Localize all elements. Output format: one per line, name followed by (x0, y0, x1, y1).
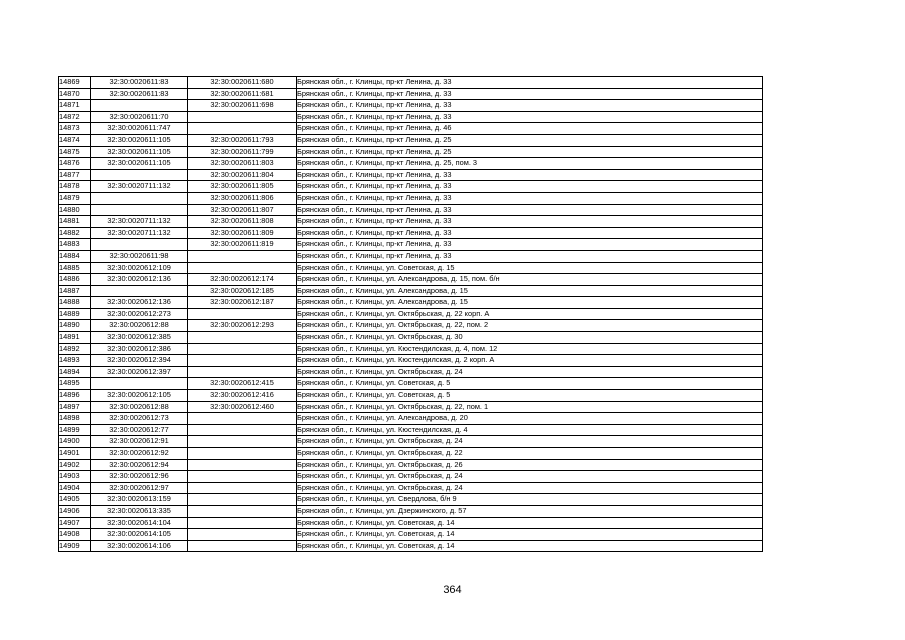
table-row (59, 308, 763, 320)
cadastral-number-cell: 32:30:0020612:136 (91, 297, 188, 309)
table-row (59, 343, 763, 355)
row-number-cell: 14875 (59, 146, 91, 158)
table-row (59, 146, 763, 158)
cadastral-number-cell: 32:30:0020611:70 (91, 111, 188, 123)
row-number-cell: 14871 (59, 100, 91, 112)
row-number-cell: 14869 (59, 77, 91, 89)
cadastral-number-cell: 32:30:0020611:105 (91, 158, 188, 170)
linked-cadastral-number-cell: 32:30:0020611:680 (188, 77, 297, 89)
table-row (59, 158, 763, 170)
linked-cadastral-number-cell: 32:30:0020612:416 (188, 390, 297, 402)
linked-cadastral-number-cell: 32:30:0020612:460 (188, 401, 297, 413)
row-number-cell: 14891 (59, 332, 91, 344)
cadastral-number-cell: 32:30:0020612:397 (91, 366, 188, 378)
address-cell: Брянская обл., г. Клинцы, пр-кт Ленина, д. 25 (297, 134, 763, 146)
cadastral-number-cell: 32:30:0020612:109 (91, 262, 188, 274)
cadastral-number-cell: 32:30:0020612:385 (91, 332, 188, 344)
linked-cadastral-number-cell (188, 332, 297, 344)
table-row (59, 192, 763, 204)
linked-cadastral-number-cell (188, 517, 297, 529)
row-number-cell: 14887 (59, 285, 91, 297)
property-registry-table (58, 76, 763, 552)
address-cell: Брянская обл., г. Клинцы, ул. Дзержинского, д. 57 (297, 505, 763, 517)
address-cell: Брянская обл., г. Клинцы, ул. Александрова, д. 15, пом. б/н (297, 274, 763, 286)
linked-cadastral-number-cell: 32:30:0020611:799 (188, 146, 297, 158)
linked-cadastral-number-cell: 32:30:0020611:698 (188, 100, 297, 112)
address-cell: Брянская обл., г. Клинцы, пр-кт Ленина, д. 33 (297, 227, 763, 239)
address-cell: Брянская обл., г. Клинцы, ул. Советская, д. 14 (297, 529, 763, 541)
table-row (59, 459, 763, 471)
address-cell: Брянская обл., г. Клинцы, пр-кт Ленина, д. 33 (297, 181, 763, 193)
table-row (59, 471, 763, 483)
cadastral-number-cell: 32:30:0020614:105 (91, 529, 188, 541)
row-number-cell: 14877 (59, 169, 91, 181)
cadastral-number-cell: 32:30:0020612:105 (91, 390, 188, 402)
address-cell: Брянская обл., г. Клинцы, ул. Кюстендилская, д. 4 (297, 424, 763, 436)
row-number-cell: 14872 (59, 111, 91, 123)
row-number-cell: 14884 (59, 250, 91, 262)
table-row (59, 216, 763, 228)
address-cell: Брянская обл., г. Клинцы, пр-кт Ленина, д. 33 (297, 204, 763, 216)
linked-cadastral-number-cell: 32:30:0020611:804 (188, 169, 297, 181)
table-row (59, 494, 763, 506)
address-cell: Брянская обл., г. Клинцы, ул. Октябрьская, д. 26 (297, 459, 763, 471)
linked-cadastral-number-cell: 32:30:0020611:808 (188, 216, 297, 228)
linked-cadastral-number-cell (188, 424, 297, 436)
row-number-cell: 14890 (59, 320, 91, 332)
linked-cadastral-number-cell (188, 436, 297, 448)
address-cell: Брянская обл., г. Клинцы, ул. Октябрьская, д. 22, пом. 2 (297, 320, 763, 332)
cadastral-number-cell: 32:30:0020612:136 (91, 274, 188, 286)
row-number-cell: 14870 (59, 88, 91, 100)
linked-cadastral-number-cell: 32:30:0020611:805 (188, 181, 297, 193)
cadastral-number-cell: 32:30:0020612:96 (91, 471, 188, 483)
linked-cadastral-number-cell: 32:30:0020611:807 (188, 204, 297, 216)
linked-cadastral-number-cell (188, 505, 297, 517)
address-cell: Брянская обл., г. Клинцы, ул. Октябрьская, д. 24 (297, 471, 763, 483)
address-cell: Брянская обл., г. Клинцы, пр-кт Ленина, д. 33 (297, 77, 763, 89)
table-row (59, 482, 763, 494)
linked-cadastral-number-cell (188, 262, 297, 274)
cadastral-number-cell (91, 378, 188, 390)
linked-cadastral-number-cell (188, 459, 297, 471)
table-row (59, 100, 763, 112)
linked-cadastral-number-cell: 32:30:0020612:415 (188, 378, 297, 390)
cadastral-number-cell (91, 100, 188, 112)
row-number-cell: 14900 (59, 436, 91, 448)
cadastral-number-cell: 32:30:0020612:92 (91, 448, 188, 460)
table-row (59, 332, 763, 344)
table-row (59, 262, 763, 274)
cadastral-number-cell: 32:30:0020611:105 (91, 134, 188, 146)
table-row (59, 250, 763, 262)
linked-cadastral-number-cell (188, 471, 297, 483)
linked-cadastral-number-cell: 32:30:0020612:185 (188, 285, 297, 297)
linked-cadastral-number-cell: 32:30:0020612:293 (188, 320, 297, 332)
table-row (59, 366, 763, 378)
address-cell: Брянская обл., г. Клинцы, ул. Октябрьская, д. 22 (297, 448, 763, 460)
address-cell: Брянская обл., г. Клинцы, ул. Кюстендилская, д. 2 корп. А (297, 355, 763, 367)
cadastral-number-cell: 32:30:0020711:132 (91, 216, 188, 228)
cadastral-number-cell: 32:30:0020612:91 (91, 436, 188, 448)
row-number-cell: 14889 (59, 308, 91, 320)
linked-cadastral-number-cell: 32:30:0020611:681 (188, 88, 297, 100)
cadastral-number-cell: 32:30:0020612:394 (91, 355, 188, 367)
row-number-cell: 14885 (59, 262, 91, 274)
linked-cadastral-number-cell (188, 448, 297, 460)
linked-cadastral-number-cell: 32:30:0020612:174 (188, 274, 297, 286)
address-cell: Брянская обл., г. Клинцы, ул. Октябрьская, д. 24 (297, 436, 763, 448)
linked-cadastral-number-cell (188, 343, 297, 355)
row-number-cell: 14905 (59, 494, 91, 506)
cadastral-number-cell: 32:30:0020611:747 (91, 123, 188, 135)
cadastral-number-cell: 32:30:0020612:386 (91, 343, 188, 355)
page-number: 364 (443, 584, 462, 596)
address-cell: Брянская обл., г. Клинцы, ул. Советская, д. 14 (297, 517, 763, 529)
address-cell: Брянская обл., г. Клинцы, пр-кт Ленина, д. 33 (297, 250, 763, 262)
table-row (59, 413, 763, 425)
table-row (59, 274, 763, 286)
linked-cadastral-number-cell (188, 494, 297, 506)
row-number-cell: 14896 (59, 390, 91, 402)
row-number-cell: 14902 (59, 459, 91, 471)
table-row (59, 88, 763, 100)
address-cell: Брянская обл., г. Клинцы, ул. Советская, д. 5 (297, 390, 763, 402)
linked-cadastral-number-cell (188, 308, 297, 320)
address-cell: Брянская обл., г. Клинцы, пр-кт Ленина, д. 25 (297, 146, 763, 158)
address-cell: Брянская обл., г. Клинцы, пр-кт Ленина, д. 33 (297, 88, 763, 100)
table-row (59, 181, 763, 193)
cadastral-number-cell (91, 204, 188, 216)
row-number-cell: 14878 (59, 181, 91, 193)
cadastral-number-cell (91, 285, 188, 297)
cadastral-number-cell: 32:30:0020711:132 (91, 181, 188, 193)
address-cell: Брянская обл., г. Клинцы, пр-кт Ленина, д. 33 (297, 216, 763, 228)
address-cell: Брянская обл., г. Клинцы, ул. Советская, д. 5 (297, 378, 763, 390)
address-cell: Брянская обл., г. Клинцы, ул. Октябрьская, д. 22 корп. А (297, 308, 763, 320)
linked-cadastral-number-cell: 32:30:0020611:806 (188, 192, 297, 204)
table-row (59, 123, 763, 135)
table-row (59, 285, 763, 297)
row-number-cell: 14903 (59, 471, 91, 483)
cadastral-number-cell: 32:30:0020611:83 (91, 77, 188, 89)
cadastral-number-cell: 32:30:0020611:105 (91, 146, 188, 158)
table-row (59, 436, 763, 448)
table-row (59, 529, 763, 541)
row-number-cell: 14908 (59, 529, 91, 541)
cadastral-number-cell (91, 192, 188, 204)
table-row (59, 517, 763, 529)
cadastral-number-cell: 32:30:0020612:77 (91, 424, 188, 436)
row-number-cell: 14893 (59, 355, 91, 367)
cadastral-number-cell: 32:30:0020612:73 (91, 413, 188, 425)
row-number-cell: 14882 (59, 227, 91, 239)
row-number-cell: 14894 (59, 366, 91, 378)
linked-cadastral-number-cell: 32:30:0020611:803 (188, 158, 297, 170)
linked-cadastral-number-cell: 32:30:0020611:819 (188, 239, 297, 251)
table-row (59, 227, 763, 239)
table-row (59, 169, 763, 181)
table-row (59, 378, 763, 390)
row-number-cell: 14904 (59, 482, 91, 494)
table-row (59, 424, 763, 436)
row-number-cell: 14907 (59, 517, 91, 529)
row-number-cell: 14901 (59, 448, 91, 460)
table-row (59, 320, 763, 332)
address-cell: Брянская обл., г. Клинцы, ул. Октябрьская, д. 24 (297, 482, 763, 494)
cadastral-number-cell (91, 239, 188, 251)
address-cell: Брянская обл., г. Клинцы, ул. Советская, д. 15 (297, 262, 763, 274)
table-row (59, 239, 763, 251)
row-number-cell: 14897 (59, 401, 91, 413)
table-row (59, 134, 763, 146)
registry-table-body (59, 77, 763, 552)
cadastral-number-cell: 32:30:0020612:94 (91, 459, 188, 471)
row-number-cell: 14880 (59, 204, 91, 216)
table-row (59, 204, 763, 216)
linked-cadastral-number-cell (188, 366, 297, 378)
cadastral-number-cell: 32:30:0020611:98 (91, 250, 188, 262)
row-number-cell: 14906 (59, 505, 91, 517)
address-cell: Брянская обл., г. Клинцы, пр-кт Ленина, д. 33 (297, 239, 763, 251)
row-number-cell: 14899 (59, 424, 91, 436)
cadastral-number-cell: 32:30:0020611:83 (91, 88, 188, 100)
address-cell: Брянская обл., г. Клинцы, пр-кт Ленина, д. 33 (297, 111, 763, 123)
table-row (59, 297, 763, 309)
table-row (59, 448, 763, 460)
address-cell: Брянская обл., г. Клинцы, ул. Октябрьская, д. 22, пом. 1 (297, 401, 763, 413)
row-number-cell: 14881 (59, 216, 91, 228)
cadastral-number-cell: 32:30:0020613:335 (91, 505, 188, 517)
cadastral-number-cell (91, 169, 188, 181)
cadastral-number-cell: 32:30:0020612:97 (91, 482, 188, 494)
row-number-cell: 14883 (59, 239, 91, 251)
cadastral-number-cell: 32:30:0020612:273 (91, 308, 188, 320)
linked-cadastral-number-cell (188, 123, 297, 135)
linked-cadastral-number-cell: 32:30:0020611:793 (188, 134, 297, 146)
row-number-cell: 14898 (59, 413, 91, 425)
address-cell: Брянская обл., г. Клинцы, ул. Александрова, д. 15 (297, 297, 763, 309)
address-cell: Брянская обл., г. Клинцы, пр-кт Ленина, д. 33 (297, 100, 763, 112)
address-cell: Брянская обл., г. Клинцы, ул. Октябрьская, д. 24 (297, 366, 763, 378)
row-number-cell: 14892 (59, 343, 91, 355)
row-number-cell: 14909 (59, 540, 91, 552)
linked-cadastral-number-cell (188, 482, 297, 494)
table-row (59, 505, 763, 517)
address-cell: Брянская обл., г. Клинцы, ул. Кюстендилская, д. 4, пом. 12 (297, 343, 763, 355)
linked-cadastral-number-cell (188, 540, 297, 552)
cadastral-number-cell: 32:30:0020613:159 (91, 494, 188, 506)
table-row (59, 355, 763, 367)
row-number-cell: 14874 (59, 134, 91, 146)
address-cell: Брянская обл., г. Клинцы, ул. Советская, д. 14 (297, 540, 763, 552)
table-row (59, 390, 763, 402)
address-cell: Брянская обл., г. Клинцы, ул. Александрова, д. 15 (297, 285, 763, 297)
cadastral-number-cell: 32:30:0020612:88 (91, 320, 188, 332)
table-row (59, 540, 763, 552)
table-row (59, 111, 763, 123)
linked-cadastral-number-cell (188, 355, 297, 367)
linked-cadastral-number-cell (188, 250, 297, 262)
row-number-cell: 14873 (59, 123, 91, 135)
cadastral-number-cell: 32:30:0020612:88 (91, 401, 188, 413)
row-number-cell: 14886 (59, 274, 91, 286)
address-cell: Брянская обл., г. Клинцы, ул. Свердлова, б/н 9 (297, 494, 763, 506)
linked-cadastral-number-cell (188, 111, 297, 123)
address-cell: Брянская обл., г. Клинцы, пр-кт Ленина, д. 46 (297, 123, 763, 135)
row-number-cell: 14895 (59, 378, 91, 390)
cadastral-number-cell: 32:30:0020614:106 (91, 540, 188, 552)
linked-cadastral-number-cell (188, 413, 297, 425)
table-row (59, 401, 763, 413)
row-number-cell: 14876 (59, 158, 91, 170)
table-row (59, 77, 763, 89)
address-cell: Брянская обл., г. Клинцы, пр-кт Ленина, д. 33 (297, 169, 763, 181)
row-number-cell: 14888 (59, 297, 91, 309)
address-cell: Брянская обл., г. Клинцы, ул. Октябрьская, д. 30 (297, 332, 763, 344)
cadastral-number-cell: 32:30:0020711:132 (91, 227, 188, 239)
cadastral-number-cell: 32:30:0020614:104 (91, 517, 188, 529)
linked-cadastral-number-cell (188, 529, 297, 541)
address-cell: Брянская обл., г. Клинцы, пр-кт Ленина, д. 33 (297, 192, 763, 204)
linked-cadastral-number-cell: 32:30:0020612:187 (188, 297, 297, 309)
address-cell: Брянская обл., г. Клинцы, пр-кт Ленина, д. 25, пом. 3 (297, 158, 763, 170)
linked-cadastral-number-cell: 32:30:0020611:809 (188, 227, 297, 239)
address-cell: Брянская обл., г. Клинцы, ул. Александрова, д. 20 (297, 413, 763, 425)
row-number-cell: 14879 (59, 192, 91, 204)
